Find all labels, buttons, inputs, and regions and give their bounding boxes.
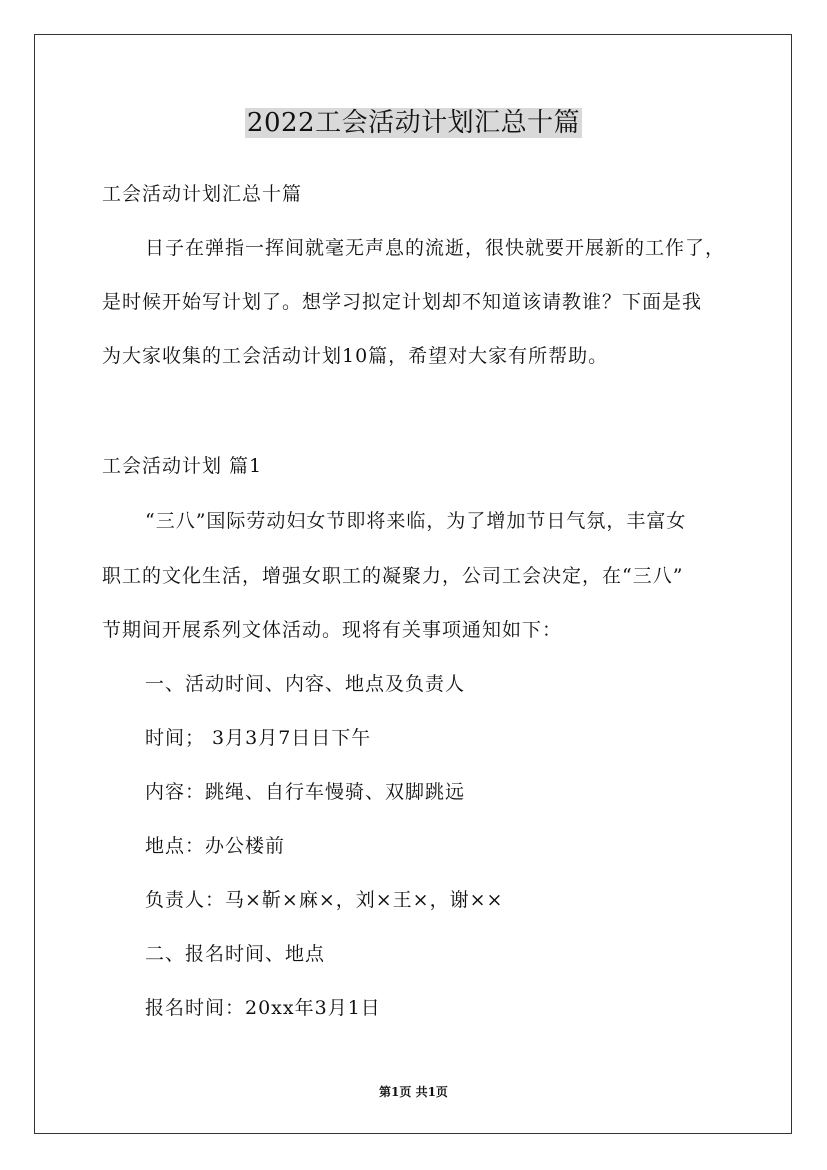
intro-line-2: 是时候开始写计划了。想学习拟定计划却不知道该请教谁？下面是我 — [102, 291, 703, 313]
item-responsible: 负责人：马×靳×麻×，刘×王×，谢×× — [145, 889, 504, 911]
page-footer — [0, 1084, 827, 1100]
section-body-line-1: “三八”国际劳动妇女节即将来临，为了增加节日气氛，丰富女 — [145, 510, 687, 532]
intro-line-3: 为大家收集的工会活动计划10篇，希望对大家有所帮助。 — [102, 345, 609, 367]
page-number: 第1页 共1页 — [379, 1085, 448, 1099]
document-subtitle: 工会活动计划汇总十篇 — [102, 183, 303, 205]
item-location: 地点：办公楼前 — [145, 835, 286, 857]
item-time: 时间； 3月3月7日日下午 — [145, 727, 372, 749]
item-registration-heading: 二、报名时间、地点 — [145, 943, 326, 965]
section-body-line-3: 节期间开展系列文体活动。现将有关事项通知如下： — [102, 619, 563, 641]
intro-line-1: 日子在弹指一挥间就毫无声息的流逝，很快就要开展新的工作了， — [145, 237, 726, 259]
document-title — [0, 104, 827, 142]
item-content: 内容：跳绳、自行车慢骑、双脚跳远 — [145, 781, 466, 803]
section-heading: 工会活动计划 篇1 — [102, 455, 263, 477]
section-body-line-2: 职工的文化生活，增强女职工的凝聚力，公司工会决定，在“三八” — [102, 565, 684, 587]
item-activity-heading: 一、活动时间、内容、地点及负责人 — [145, 673, 466, 695]
document-title-text: 2022工会活动计划汇总十篇 — [246, 108, 581, 138]
item-registration-time: 报名时间：20xx年3月1日 — [145, 997, 381, 1019]
